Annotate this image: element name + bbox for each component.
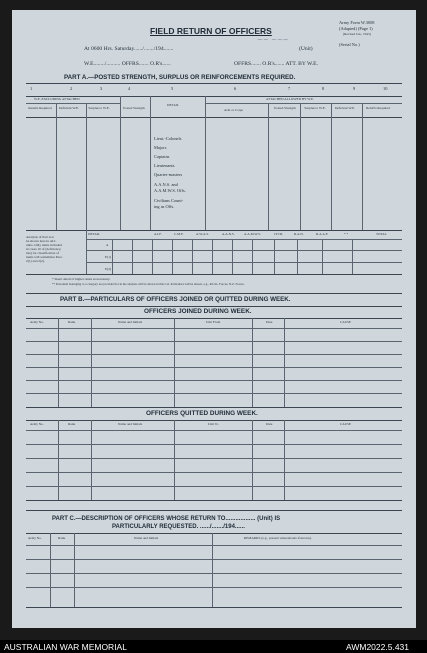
- col-numbers-row: 1 2 3 4 5 6 7 8 9 10: [30, 86, 388, 91]
- footer-source: AUSTRALIAN WAR MEMORIAL: [4, 642, 127, 652]
- unit-label: (Unit): [299, 46, 313, 52]
- army-form-revised: (Revised Jan., 1943): [343, 32, 371, 36]
- we-line: W.E......../.......... OFFRS....... O.R's......: [84, 61, 171, 67]
- army-form-number: Army Form W.3008: [339, 20, 375, 25]
- att-line: OFFRS....... O.R's....... ATT. BY W.E.: [234, 61, 318, 67]
- attached-allowed-label: ATTACHED ALLOWED BY W.E.: [266, 97, 314, 101]
- part-c-title-2: PARTICULARLY REQUESTED. ....../......./194......: [112, 524, 245, 530]
- joined-headers: Army No. Rank Name and Initials Unit From Date CAUSE: [30, 320, 352, 324]
- army-form-adapted: (Adapted) (Page 1): [339, 26, 373, 31]
- date-line: At 0600 Hrs. Saturday....../......./194.......: [84, 46, 174, 52]
- handwritten-scribble: ~~ ~~~: [257, 36, 289, 44]
- quitted-headers: Army No. Rank Name and Initials Unit To Date CAUSE: [30, 422, 352, 426]
- quitted-title: OFFICERS QUITTED DURING WEEK.: [146, 410, 258, 417]
- form-sheet: FIELD RETURN OF OFFICERS Army Form W.3008 (Adapted) (Page 1) (Revised Jan., 1943) (Serial No.) At 0600 Hrs. Saturday....../......./194....... (Unit) ~~ ~~~ W.E......../.......... OFFRS....... O.R's...... OFFRS....... O.R's....... ATT. BY W.E. PART A.—POSTED STRENGTH, SURPLUS OR REINFORCEMENTS REQUIRED. 1 2 3 4 5 6 7 8 9 10 W.E. EXCLUDING ATTACHED ATTACHED ALLOWED BY W.E. Results Required Deficient W.E. Surplus to W.E. Posted Strength DETAIL Arm or Corps Posted Strength Surplus to W.E. Deficient W.E. Reinf'ts Required Lieut.-Colonels Majors Captains Lieutenants Quarter-masters A.A.N.S. and A.A.M.W.S. Offs. Civilians Count- ing as Offs. Analysis of Part A to be shown here in ALL units. Only items included in cases 10 of (deficiency, ties) for classification of items will sometimes Para. 2(1) and 2(2). DETAIL A.I.F. C.M.F. A.W.A.S. A.A.N.S. A.A.M.W.S. CIVIL R.A.N. R.A.A.F. * * TOTAL A E(1) E(2) * Insert detail of higher ranks as necessary. ** Personnel belonging to a category not provided for in the analysis will be shown in this Col. Particulars will be shown, e.g., R.U.K. Forces, N.Z. Forces. PART B.—PARTICULARS OF OFFICERS JOINED OR QUITTED DURING WEEK. OFFICERS JOINED DURING WEEK. Army No. Rank Name and Initials Unit From Date CAUSE OFFICERS QUITTED DURING WEEK. Army No. Rank Name and Initials Unit To Date CAUSE PART C.—DESCRIPTION OF OFFICERS WHOSE RETURN TO.................. (Unit) IS PARTICULARLY REQUESTED. ....../......./194...... Army No. Rank Name and Initials REMARKS (e.g., present whereabouts if known).: [12, 10, 416, 628]
- analysis-headers: DETAIL A.I.F. C.M.F. A.W.A.S. A.A.N.S. A.A.M.W.S. CIVIL R.A.N. R.A.A.F. * * TOTAL: [88, 232, 387, 236]
- serial-number-label: (Serial No.): [339, 42, 360, 47]
- part-c-headers: Army No. Rank Name and Initials REMARKS (e.g., present whereabouts if known).: [28, 536, 312, 540]
- footnote-2: ** Personnel belonging to a category not provided for in the analysis will be shown in this Col. Particulars will be shown, e.g., R.U.K. Forces, N.Z. Forces.: [52, 282, 245, 286]
- joined-title: OFFICERS JOINED DURING WEEK.: [144, 308, 252, 315]
- part-b-title: PART B.—PARTICULARS OF OFFICERS JOINED OR QUITTED DURING WEEK.: [60, 296, 291, 303]
- part-a-title: PART A.—POSTED STRENGTH, SURPLUS OR REINFORCEMENTS REQUIRED.: [64, 74, 296, 81]
- footer-accession: AWM2022.5.431: [346, 642, 409, 652]
- part-c-title-1: PART C.—DESCRIPTION OF OFFICERS WHOSE RETURN TO.................. (Unit) IS: [52, 516, 281, 522]
- form-title: FIELD RETURN OF OFFICERS: [150, 26, 272, 36]
- we-excluding-label: W.E. EXCLUDING ATTACHED: [34, 97, 80, 101]
- archive-footer: [0, 640, 427, 653]
- footnote-1: * Insert detail of higher ranks as necessary.: [52, 277, 111, 281]
